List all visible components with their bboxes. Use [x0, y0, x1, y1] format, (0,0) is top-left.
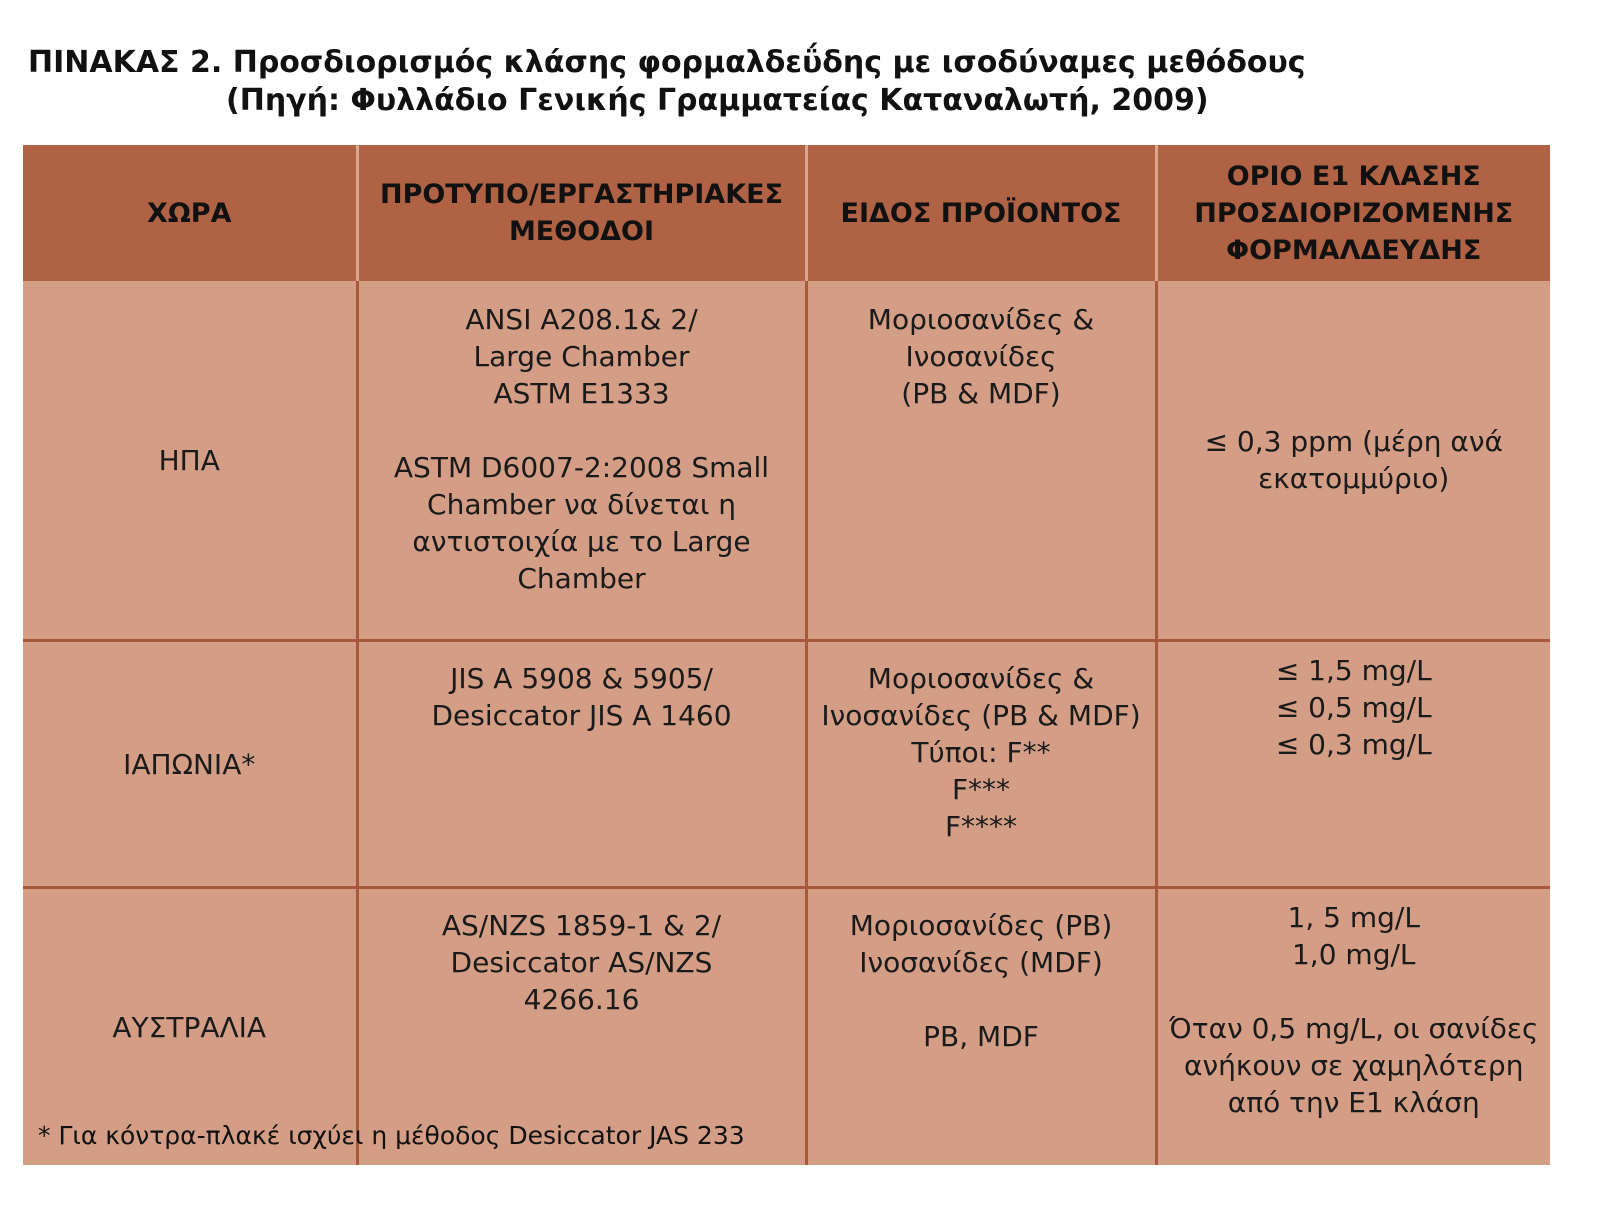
formaldehyde-table-container [23, 145, 1550, 1119]
table-body [23, 281, 1550, 1165]
country-label: ΙΑΠΩΝΙΑ* [123, 747, 256, 781]
cell-limit [1156, 281, 1550, 641]
methods-text: AS/NZS 1859-1 & 2/ Desiccator AS/NZS 4266.16 [441, 909, 722, 1016]
methods-text: JIS A 5908 & 5905/ Desiccator JIS A 1460 [431, 662, 732, 732]
cell-product [806, 888, 1156, 1166]
cell-methods [357, 641, 806, 888]
product-text: Μοριοσανίδες & Ινοσανίδες (PB & MDF) Τύποι: F** F*** F**** [821, 662, 1141, 843]
cell-limit [1156, 888, 1550, 1166]
cell-product [806, 281, 1156, 641]
methods-text: ANSI A208.1& 2/ Large Chamber ASTM E1333 ASTM D6007-2:2008 Small Chamber να δίνεται η αντιστοιχία με το Large Chamber [393, 303, 770, 595]
cell-limit [1156, 641, 1550, 888]
title-line-2: (Πηγή: Φυλλάδιο Γενικής Γραμματείας Καταναλωτή, 2009) [226, 83, 1209, 118]
table-row [23, 281, 1550, 641]
header-product-label: ΕΙΔΟΣ ΠΡΟΪΟΝΤΟΣ [840, 197, 1122, 229]
header-country-label: ΧΩΡΑ [147, 197, 232, 229]
header-limit-label: ΟΡΙΟ Ε1 ΚΛΑΣΗΣ ΠΡΟΣΔΙΟΡΙΖΟΜΕΝΗΣ ΦΟΡΜΑΛΔΕΥΔΗΣ [1194, 160, 1514, 266]
country-label: ΗΠΑ [158, 443, 220, 477]
product-text: Μοριοσανίδες (PB) Ινοσανίδες (MDF) PB, MDF [849, 909, 1113, 1053]
product-text: Μοριοσανίδες & Ινοσανίδες (PB & MDF) [867, 303, 1095, 410]
header-product [806, 145, 1156, 281]
header-country [23, 145, 357, 281]
table-header [23, 145, 1550, 281]
header-limit [1156, 145, 1550, 281]
formaldehyde-table [23, 145, 1550, 1165]
cell-country [23, 281, 357, 641]
limit-text: 1, 5 mg/L 1,0 mg/L Όταν 0,5 mg/L, οι σανίδες ανήκουν σε χαμηλότερη από την Ε1 κλάση [1169, 901, 1539, 1119]
cell-methods [357, 281, 806, 641]
table-title [28, 44, 1306, 120]
table-row [23, 641, 1550, 888]
title-line-1: ΠΙΝΑΚΑΣ 2. Προσδιορισμός κλάσης φορμαλδεΰδης με ισοδύναμες μεθόδους [28, 45, 1306, 80]
cell-product [806, 641, 1156, 888]
table-footnote: * Για κόντρα-πλακέ ισχύει η μέθοδος Desiccator JAS 233 [38, 1121, 745, 1150]
limit-text: ≤ 0,3 ppm (μέρη ανά εκατομμύριο) [1204, 425, 1503, 495]
limit-text: ≤ 1,5 mg/L ≤ 0,5 mg/L ≤ 0,3 mg/L [1275, 654, 1432, 761]
country-label: ΑΥΣΤΡΑΛΙΑ [112, 1010, 267, 1044]
cell-country [23, 641, 357, 888]
header-row [23, 145, 1550, 281]
header-methods-label: ΠΡΟΤΥΠΟ/ΕΡΓΑΣΤΗΡΙΑΚΕΣ ΜΕΘΟΔΟΙ [379, 179, 784, 247]
header-methods [357, 145, 806, 281]
